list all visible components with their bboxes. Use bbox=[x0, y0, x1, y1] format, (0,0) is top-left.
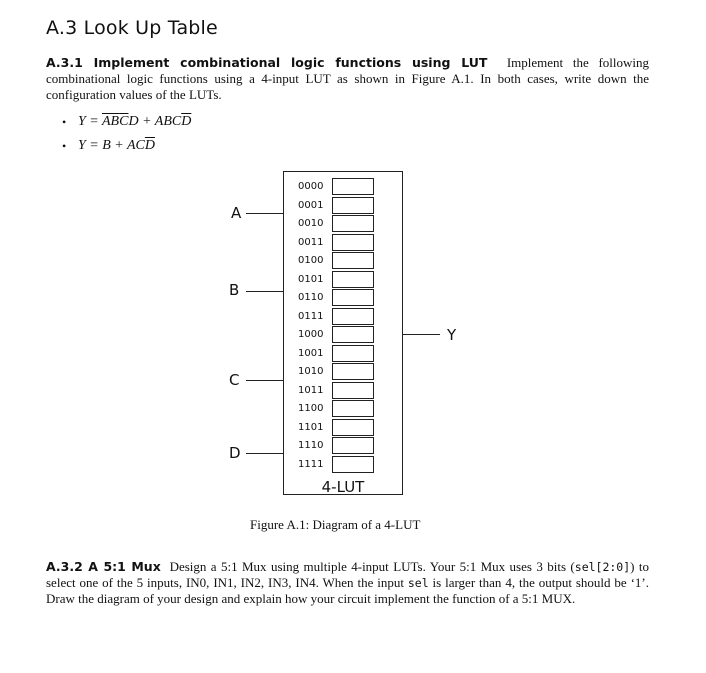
subsection-3-2 bbox=[46, 559, 649, 607]
formula bbox=[78, 110, 191, 134]
subsection-3-2-body-a: Design a 5:1 Mux using multiple 4-input LUTs. Your 5:1 Mux uses 3 bits ( bbox=[169, 559, 575, 574]
lut-address-label: 1100 bbox=[298, 403, 324, 414]
figure-caption: Figure A.1: Diagram of a 4-LUT bbox=[250, 517, 421, 532]
lut-address-label: 1011 bbox=[298, 384, 324, 396]
lut-config-cell bbox=[332, 271, 374, 288]
lut-config-cell bbox=[332, 456, 374, 473]
lut-address-label: 0111 bbox=[298, 310, 324, 322]
formula-prefix: Y = bbox=[78, 138, 103, 153]
lut-config-cell bbox=[332, 345, 374, 362]
code-sel: sel bbox=[407, 576, 429, 590]
lut-config-cell bbox=[332, 308, 374, 325]
subsection-3-2-body-c: is larger than 4, the output should be ‘1’. Draw the diagram of your design and explain how your circuit implement the function of a 5:1 MUX. bbox=[46, 575, 649, 606]
lut-address-label: 0001 bbox=[298, 199, 324, 211]
lut-address-label: 0011 bbox=[298, 236, 324, 248]
input-label-c: C bbox=[229, 371, 240, 389]
lut-address-label: 0000 bbox=[298, 181, 324, 192]
input-label-a: A bbox=[231, 204, 242, 222]
subsection-3-2-heading: A.3.2 A 5:1 Mux bbox=[46, 559, 161, 574]
section-title: A.3 Look Up Table bbox=[46, 17, 218, 39]
lut-address-label: 0110 bbox=[298, 292, 324, 303]
negated-term: $\overline{D}$ bbox=[144, 138, 155, 153]
code-sel-range: sel[2:0] bbox=[574, 560, 631, 574]
subsection-3-2-body-b: ) to select one of the 5 inputs, IN0, IN1, IN2, IN3, IN4. When the input bbox=[46, 559, 649, 590]
lut-label: 4-LUT bbox=[321, 478, 365, 496]
lut-address-label: 1010 bbox=[298, 366, 324, 377]
formula-term: + ABC bbox=[138, 114, 182, 129]
lut-config-cell bbox=[332, 400, 374, 417]
formula-list bbox=[62, 110, 191, 158]
input-wire-a bbox=[246, 213, 283, 214]
lut-address-label: 1110 bbox=[298, 440, 324, 451]
negated-term: $\overline{B}$ bbox=[110, 114, 120, 129]
formula-item bbox=[62, 134, 191, 158]
input-wire-d bbox=[246, 453, 283, 454]
input-wire-b bbox=[246, 291, 283, 292]
lut-config-cell bbox=[332, 437, 374, 454]
output-wire-y bbox=[403, 334, 440, 335]
lut-address-label: 1111 bbox=[298, 458, 324, 470]
subsection-3-1 bbox=[46, 55, 649, 103]
negated-term: $\overline{D}$ bbox=[181, 114, 192, 129]
input-wire-c bbox=[246, 380, 283, 381]
input-label-b: B bbox=[229, 281, 240, 299]
lut-address-label: 1000 bbox=[298, 329, 324, 340]
lut-config-cell bbox=[332, 326, 374, 343]
formula-term: D bbox=[128, 114, 139, 129]
lut-address-label: 0100 bbox=[298, 255, 324, 266]
lut-config-cell bbox=[332, 419, 374, 436]
formula-term: B + AC bbox=[102, 138, 145, 153]
formula-prefix: Y = bbox=[78, 114, 102, 129]
bullet-icon: • bbox=[62, 115, 67, 129]
lut-config-cell bbox=[332, 363, 374, 380]
lut-address-label: 1001 bbox=[298, 347, 324, 359]
lut-address-label: 1101 bbox=[298, 421, 324, 433]
formula-item bbox=[62, 110, 191, 134]
output-label-y: Y bbox=[447, 326, 457, 344]
lut-address-label: 0101 bbox=[298, 273, 324, 285]
subsection-3-1-body: Implement the following combinational logic functions using a 4-input LUT as shown in Figure A.1. In both cases, write down the configuration values of the LUTs. bbox=[46, 55, 649, 102]
lut-config-cell bbox=[332, 252, 374, 269]
lut-config-cell bbox=[332, 197, 374, 214]
lut-config-cell bbox=[332, 178, 374, 195]
lut-config-cell bbox=[332, 382, 374, 399]
bullet-icon: • bbox=[62, 139, 67, 153]
lut-address-label: 0010 bbox=[298, 218, 324, 229]
lut-config-cell bbox=[332, 215, 374, 232]
lut-config-cell bbox=[332, 234, 374, 251]
negated-term: $\overline{A}$ bbox=[101, 114, 111, 129]
negated-term: $\overline{C}$ bbox=[119, 114, 129, 129]
subsection-3-1-heading: A.3.1 Implement combinational logic functions using LUT bbox=[46, 55, 488, 70]
lut-config-cell bbox=[332, 289, 374, 306]
input-label-d: D bbox=[229, 444, 241, 462]
formula bbox=[78, 134, 155, 158]
